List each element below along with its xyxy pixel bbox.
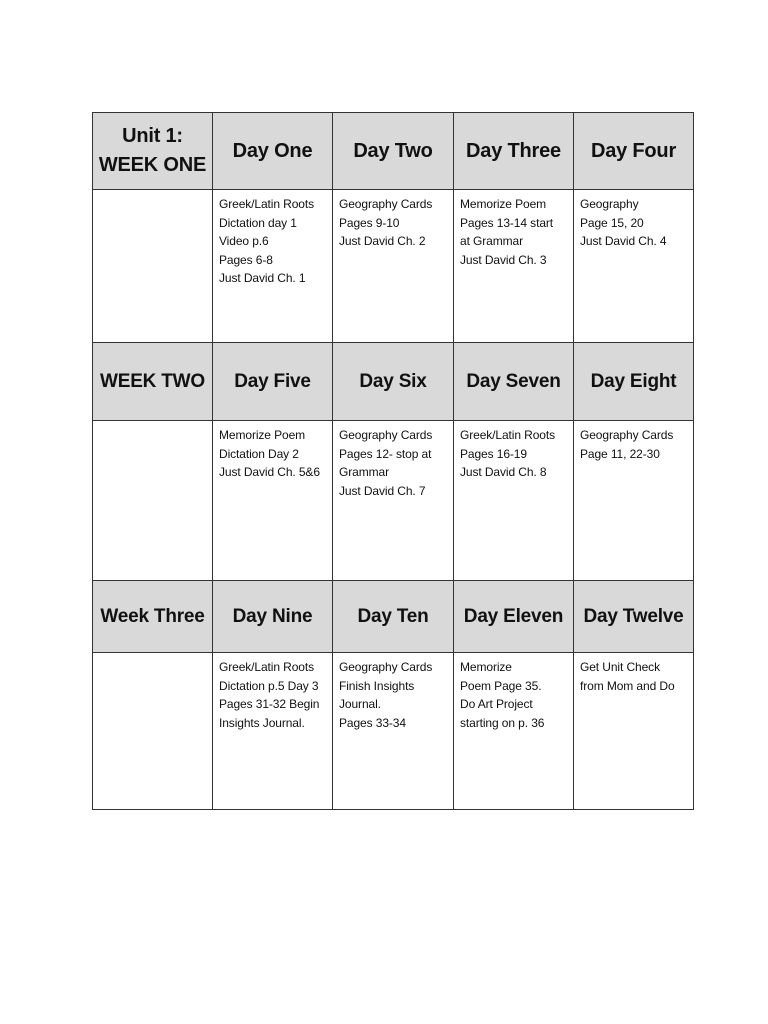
day-header: Day Six [359, 371, 427, 392]
day-header-cell [333, 113, 454, 190]
day-header: Day Four [590, 139, 677, 162]
day-header-cell [574, 113, 694, 190]
day-header: Day Eleven [463, 606, 564, 627]
task-list: Greek/Latin Roots Dictation day 1 Video p.6 Pages 6-8 Just David Ch. 1 [219, 197, 315, 285]
day-header-cell [213, 343, 333, 421]
empty-cell [93, 653, 213, 810]
task-list: Greek/Latin Roots Pages 16-19 Just David Ch. 8 [460, 428, 556, 479]
task-list: Geography Cards Pages 9-10 Just David Ch. 2 [339, 197, 433, 248]
week-label: Week Three [100, 606, 205, 627]
weekly-schedule-table [92, 112, 694, 810]
day-header-cell [333, 343, 454, 421]
day-header-cell [454, 343, 574, 421]
day-header-cell [333, 581, 454, 653]
task-cell [333, 653, 454, 810]
task-list: Get Unit Check from Mom and Do [580, 660, 675, 693]
empty-cell [93, 190, 213, 343]
task-list: Geography Cards Finish Insights Journal. Pages 33-34 [339, 660, 433, 730]
week-label: Unit 1: WEEK ONE [98, 125, 207, 176]
task-cell [333, 421, 454, 581]
day-header: Day Nine [232, 606, 313, 627]
task-cell [454, 190, 574, 343]
day-header-cell [213, 113, 333, 190]
day-header: Day Ten [357, 606, 429, 627]
task-list: Greek/Latin Roots Dictation p.5 Day 3 Pages 31-32 Begin Insights Journal. [219, 660, 320, 730]
task-cell [574, 653, 694, 810]
day-header-cell [454, 113, 574, 190]
task-cell [454, 421, 574, 581]
day-header: Day Three [466, 139, 561, 162]
task-cell [213, 190, 333, 343]
task-list: Memorize Poem Pages 13-14 start at Grammar Just David Ch. 3 [460, 197, 554, 267]
task-list: Memorize Poem Page 35. Do Art Project starting on p. 36 [460, 660, 545, 730]
task-list: Geography Page 15, 20 Just David Ch. 4 [580, 197, 667, 248]
task-cell [574, 421, 694, 581]
day-header: Day Twelve [583, 606, 684, 627]
day-header-cell [574, 343, 694, 421]
task-list: Geography Cards Page 11, 22-30 [580, 428, 674, 461]
task-cell [574, 190, 694, 343]
task-cell [213, 653, 333, 810]
task-list: Memorize Poem Dictation Day 2 Just David Ch. 5&6 [219, 428, 320, 479]
week-label-cell [93, 343, 213, 421]
day-header: Day Eight [590, 371, 677, 392]
day-header-cell [574, 581, 694, 653]
day-header-cell [454, 581, 574, 653]
day-header: Day Two [353, 139, 433, 162]
week-label: WEEK TWO [100, 371, 205, 392]
task-list: Geography Cards Pages 12- stop at Grammar Just David Ch. 7 [339, 428, 433, 498]
day-header: Day One [232, 139, 313, 162]
task-cell [213, 421, 333, 581]
day-header: Day Five [234, 371, 311, 392]
week-label-cell [93, 581, 213, 653]
week-label-cell [93, 113, 213, 190]
empty-cell [93, 421, 213, 581]
day-header: Day Seven [466, 371, 561, 392]
task-cell [333, 190, 454, 343]
task-cell [454, 653, 574, 810]
day-header-cell [213, 581, 333, 653]
